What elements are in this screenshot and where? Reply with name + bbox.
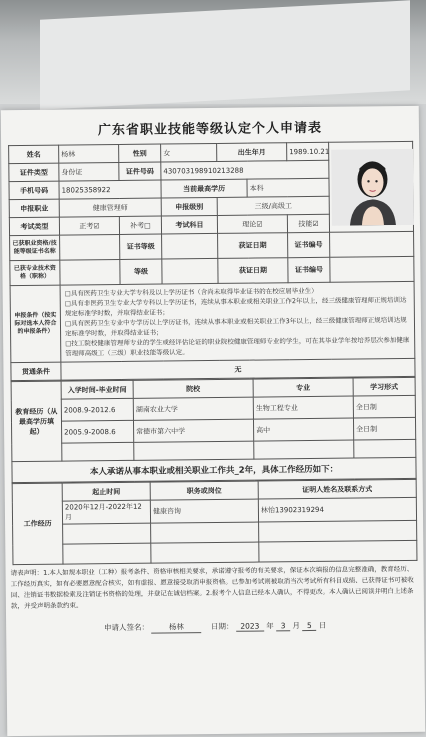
subject-theory-checkbox[interactable]: 理论☑ xyxy=(217,215,287,234)
phone-label: 手机号码 xyxy=(9,181,59,200)
birth-value[interactable]: 1989.10.21 xyxy=(287,142,329,160)
id-type-value[interactable]: 身份证 xyxy=(59,162,119,181)
cert-level-label: 证书等级 xyxy=(120,234,162,259)
cert-date-label: 获证日期 xyxy=(218,233,288,259)
exam-makeup-checkbox[interactable]: 补考□ xyxy=(119,216,161,234)
signature-label: 申请人签名： xyxy=(103,622,150,633)
requirement-item[interactable]: □具有医药卫生专业大学专科及以上学历证书（含尚未取得毕业证书的在校应届毕业生） xyxy=(64,286,318,298)
work-table xyxy=(12,479,418,565)
work-history-label: 工作经历 xyxy=(12,483,63,565)
level-label: 申报级别 xyxy=(161,197,217,216)
study-form-cell[interactable]: 全日制 xyxy=(353,395,415,418)
title-level-value[interactable] xyxy=(162,258,218,284)
study-form-header: 学习形式 xyxy=(353,377,415,396)
gender-label: 性别 xyxy=(119,144,161,162)
profession-value[interactable]: 健康管理师 xyxy=(59,198,161,217)
title-no-label: 证书编号 xyxy=(288,257,330,282)
edu-time-cell[interactable]: 2008.9-2012.6 xyxy=(61,398,133,421)
requirement-list xyxy=(60,281,415,362)
edu-time-header: 入学时间-毕业时间 xyxy=(61,380,133,399)
application-form xyxy=(1,106,426,736)
work-time-cell[interactable]: 2020年12月-2022年12月 xyxy=(62,500,150,524)
requirement-item[interactable]: □具有非医药卫生专业大学专科以上学历证书，连续从事本职业或相关职业工作2年以上，经三级健康管理师正规培训达规定标准学时数，并取得结业证书； xyxy=(64,295,407,318)
education-table xyxy=(11,377,417,483)
applicant-photo xyxy=(331,148,414,225)
witness-header: 证明人姓名及联系方式 xyxy=(258,479,416,499)
birth-label: 出生年月 xyxy=(217,143,287,162)
work-post-header: 职务或岗位 xyxy=(150,481,258,500)
major-header: 专业 xyxy=(253,378,353,397)
school-cell[interactable]: 常德市第六中学 xyxy=(133,419,253,442)
edu-history-label: 教育经历（从最高学历填起） xyxy=(11,381,62,462)
form-title: 广东省职业技能等级认定个人申请表 xyxy=(97,120,323,139)
study-form-cell[interactable]: 全日制 xyxy=(353,417,415,440)
id-type-label: 证件类型 xyxy=(9,163,59,182)
requirement-label: 申报条件（按实际对选本人符合的申报条件） xyxy=(10,285,61,363)
prof-title-value[interactable] xyxy=(60,259,120,285)
work-time-header: 起止时间 xyxy=(62,482,150,501)
id-no-label: 证件号码 xyxy=(119,162,161,180)
subject-label: 考试科目 xyxy=(161,215,217,234)
background-sheet xyxy=(0,0,426,104)
declaration-text: 请表声明：1.本人如规本职业（工种）报考条件、资格审核相关要求，承诺遵守报考的有关要求，保证本次填报的信息完整准确，教育经历、工作经历真实，如有必要愿意配合核实，如有虚报、愿意接受取消申报资格。已参加考试则被取消当次考试所有科目成绩、已获得证书可被收回、注销证书数据检索及注销证书资格的处理，并登记在诚信档案。2.报考个人信息已经本人确认，不得更改。本人确认已阅读并明白上述条款，并受声明条款约束。 xyxy=(10,564,414,611)
date-month[interactable]: 3 xyxy=(276,621,290,631)
date-year[interactable]: 2023 xyxy=(236,621,264,631)
prof-title-label: 已获专业技术资格（职称） xyxy=(10,260,60,286)
month-unit: 月 xyxy=(292,621,301,631)
title-level-label: 等级 xyxy=(120,259,162,284)
major-cell[interactable]: 高中 xyxy=(253,418,353,441)
profession-label: 申报职业 xyxy=(9,199,59,218)
major-cell[interactable]: 生物工程专业 xyxy=(253,396,353,419)
gender-value[interactable]: 女 xyxy=(161,143,217,162)
year-unit: 年 xyxy=(266,621,274,631)
date-day[interactable]: 5 xyxy=(302,621,316,631)
prev-cert-label: 已获职业资格/技能等级证书名称 xyxy=(10,235,60,261)
requirement-item[interactable]: □技工院校健康管理师专业的学生或经评估论证的职业院校健康管理师专业的学生，可在其毕业学年按培养层次参加健康管理师高级工（三级）职业技能等级认定。 xyxy=(65,335,410,358)
prev-cert-value[interactable] xyxy=(60,234,120,260)
signature-row xyxy=(6,619,424,635)
title-no-value[interactable] xyxy=(330,256,414,282)
school-header: 院校 xyxy=(133,379,253,398)
edu-time-cell[interactable]: 2005.9-2008.6 xyxy=(61,420,133,443)
school-cell[interactable]: 湖南农业大学 xyxy=(133,397,253,420)
requirement-item[interactable]: □具有医药卫生专业中专学历以上学历证书，连续从事本职业或相关职业工作3年以上，经三级健康管理师正规培训达规定标准学时数，并取得结业证书； xyxy=(64,315,407,338)
personal-info-table xyxy=(8,141,415,381)
photo-cell xyxy=(329,141,414,232)
name-value[interactable]: 杨林 xyxy=(59,144,119,163)
cert-level-value[interactable] xyxy=(162,233,218,259)
exam-type-label: 考试类型 xyxy=(9,217,59,236)
name-label: 姓名 xyxy=(9,145,59,164)
pass-condition-value[interactable]: 无 xyxy=(61,358,415,380)
education-label: 当前最高学历 xyxy=(161,179,247,198)
level-value[interactable]: 三级/高级工 xyxy=(217,196,329,215)
education-value[interactable]: 本科 xyxy=(247,178,329,197)
exam-normal-checkbox[interactable]: 正考☑ xyxy=(59,216,119,235)
subject-skill-checkbox[interactable]: 技能☑ xyxy=(287,214,329,232)
phone-value[interactable]: 18025358922 xyxy=(59,180,161,199)
signature-value[interactable]: 杨林 xyxy=(151,621,201,634)
witness-cell[interactable]: 林怡13902319294 xyxy=(258,497,416,522)
date-label: 日期： xyxy=(210,621,234,632)
id-no-value[interactable]: 430703198910213288 xyxy=(161,160,329,180)
work-post-cell[interactable]: 健康咨询 xyxy=(150,499,258,523)
day-unit: 日 xyxy=(318,620,327,630)
cert-no-label: 证书编号 xyxy=(288,232,330,257)
pass-condition-label: 贯通条件 xyxy=(11,362,61,381)
work-promise-text: 本人承诺从事本职业或相关职业工作共_2年，具体工作经历如下： xyxy=(12,457,416,482)
title-date-label: 获证日期 xyxy=(218,258,288,284)
cert-no-value[interactable] xyxy=(330,231,414,257)
